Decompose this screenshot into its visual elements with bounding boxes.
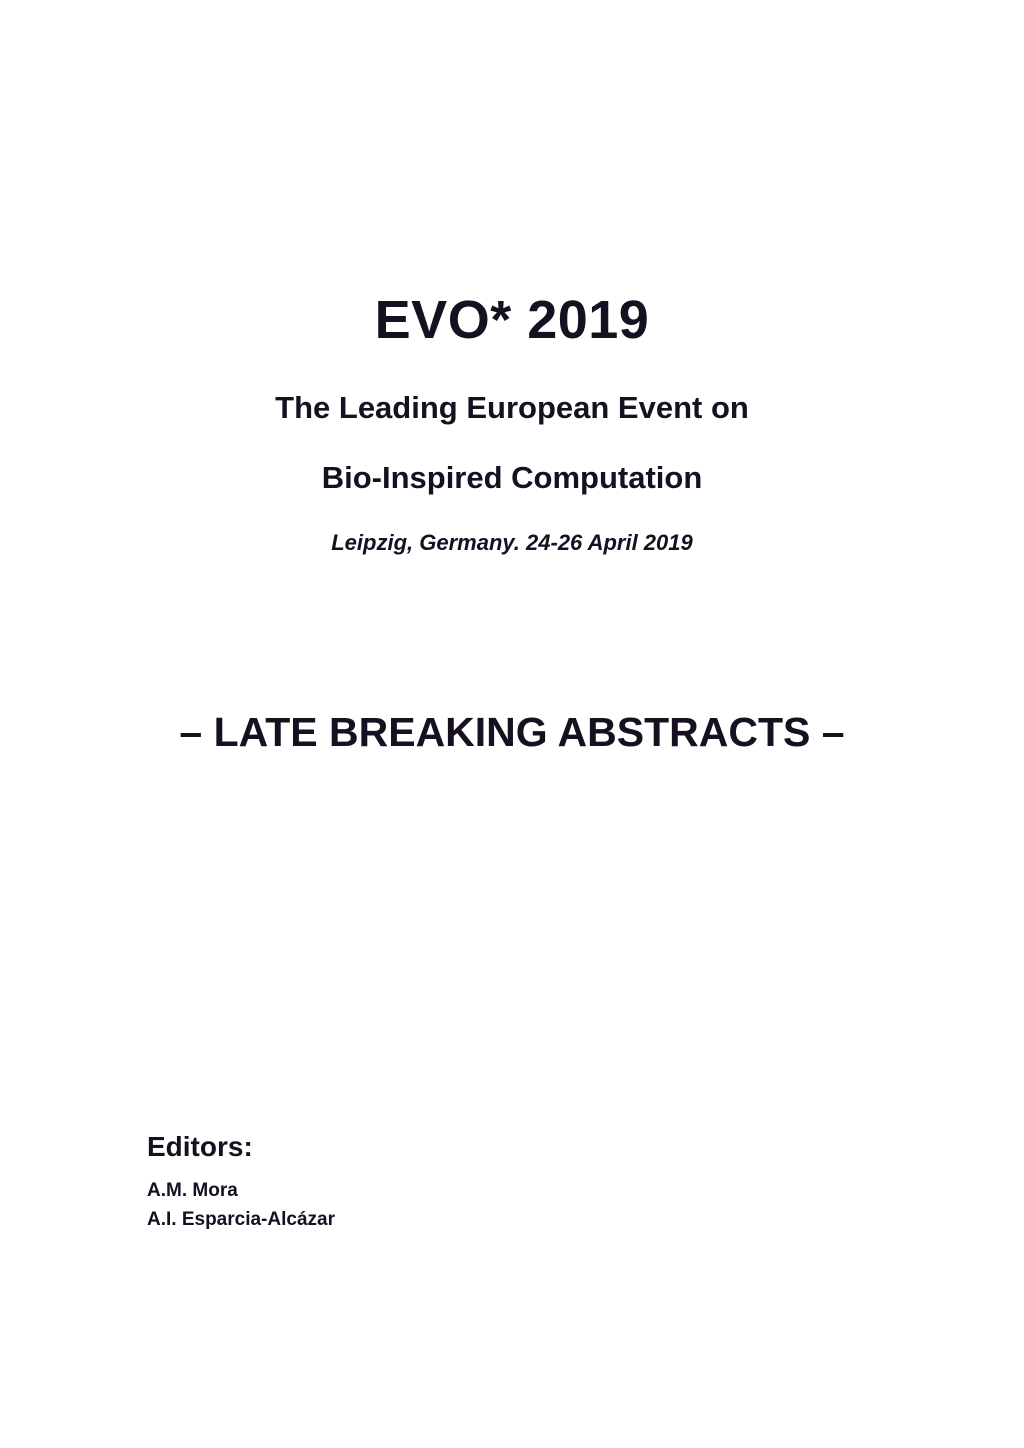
section-heading: – LATE BREAKING ABSTRACTS – <box>179 709 845 755</box>
editor-name: A.I. Esparcia-Alcázar <box>147 1209 335 1230</box>
editors-heading: Editors: <box>147 1131 253 1162</box>
editors-block <box>147 1128 335 1234</box>
location-date: Leipzig, Germany. 24-26 April 2019 <box>331 530 693 555</box>
conference-title: EVO* 2019 <box>374 290 650 350</box>
subtitle-line-2: Bio-Inspired Computation <box>321 460 703 495</box>
editor-list <box>147 1176 335 1234</box>
subtitle-line-1: The Leading European Event on <box>275 390 749 425</box>
editor-name: A.M. Mora <box>147 1180 238 1201</box>
